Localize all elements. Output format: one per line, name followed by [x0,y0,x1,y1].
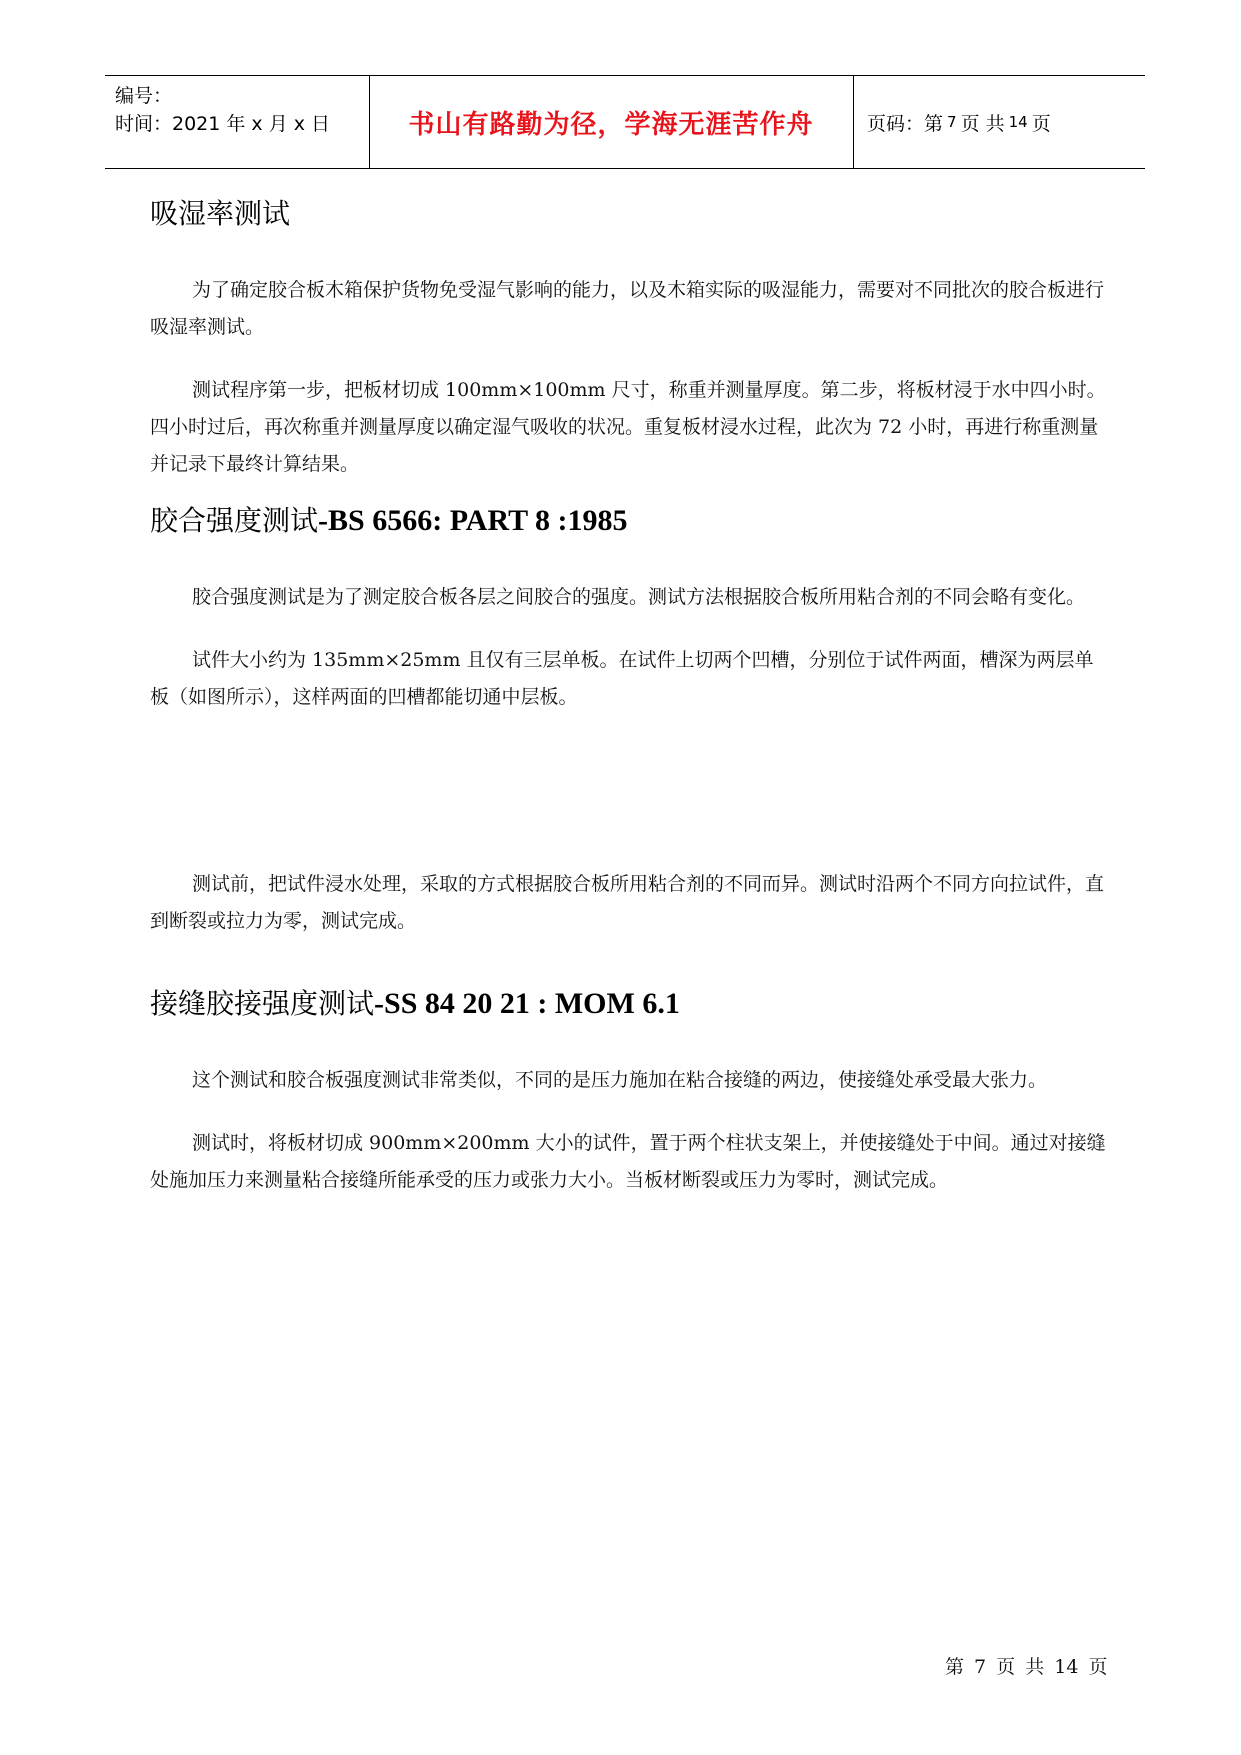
figure-placeholder [150,716,1110,866]
section-title-joint-standard: -SS 84 20 21 : MOM 6.1 [374,987,680,1020]
header-motto: 书山有路勤为径，学海无涯苦作舟 [369,76,854,168]
page-total: 14 [1008,113,1028,131]
paragraph-moisture-1: 为了确定胶合板木箱保护货物免受湿气影响的能力，以及木箱实际的吸湿能力，需要对不同批次的胶合板进行吸湿率测试。 [150,279,1105,338]
section-title-bond-cn: 胶合强度测试 [150,504,319,537]
page-footer: 第 7 页 共 14 页 [945,1656,1108,1678]
header-meta [105,76,370,168]
paragraph-bond-1: 胶合强度测试是为了测定胶合板各层之间胶合的强度。测试方法根据胶合板所用粘合剂的不同会略有变化。 [192,586,1086,608]
page-label: 页码：第 [867,112,944,135]
paragraph-moisture-2: 测试程序第一步，把板材切成 100mm×100mm 尺寸，称重并测量厚度。第二步，将板材浸于水中四小时。四小时过后，再次称重并测量厚度以确定湿气吸收的状况。重复板材浸水过程，此次为 72 小时，再进行称重测量并记录下最终计算结果。 [150,379,1106,475]
section-title-moisture: 吸湿率测试 [150,197,291,230]
section-title-joint-cn: 接缝胶接强度测试 [150,987,375,1020]
page-end-label: 页 [1031,112,1051,135]
page-number: 7 [947,113,957,131]
page-header [105,75,1145,169]
section-title-joint-strength [150,980,1110,1028]
document-date: 时间：2021 年 x 月 x 日 [115,113,331,135]
document-number-label: 编号： [115,85,173,107]
document-body [150,190,1110,1199]
paragraph-joint-2: 测试时，将板材切成 900mm×200mm 大小的试件，置于两个柱状支架上，并使接缝处于中间。通过对接缝处施加压力来测量粘合接缝所能承受的压力或张力大小。当板材断裂或压力为零时，测试完成。 [150,1132,1106,1191]
paragraph-bond-2: 试件大小约为 135mm×25mm 且仅有三层单板。在试件上切两个凹槽，分别位于试件两面，槽深为两层单板（如图所示），这样两面的凹槽都能切通中层板。 [150,649,1094,708]
header-page-info [853,76,1145,168]
section-title-bond-standard: -BS 6566: PART 8 :1985 [318,504,628,537]
page-mid-label: 页 共 [960,112,1005,135]
paragraph-joint-1: 这个测试和胶合板强度测试非常类似，不同的是压力施加在粘合接缝的两边，使接缝处承受最大张力。 [192,1069,1048,1091]
section-title-bond-strength [150,497,1110,545]
paragraph-bond-3: 测试前，把试件浸水处理，采取的方式根据胶合板所用粘合剂的不同而异。测试时沿两个不同方向拉试件，直到断裂或拉力为零，测试完成。 [150,873,1105,932]
